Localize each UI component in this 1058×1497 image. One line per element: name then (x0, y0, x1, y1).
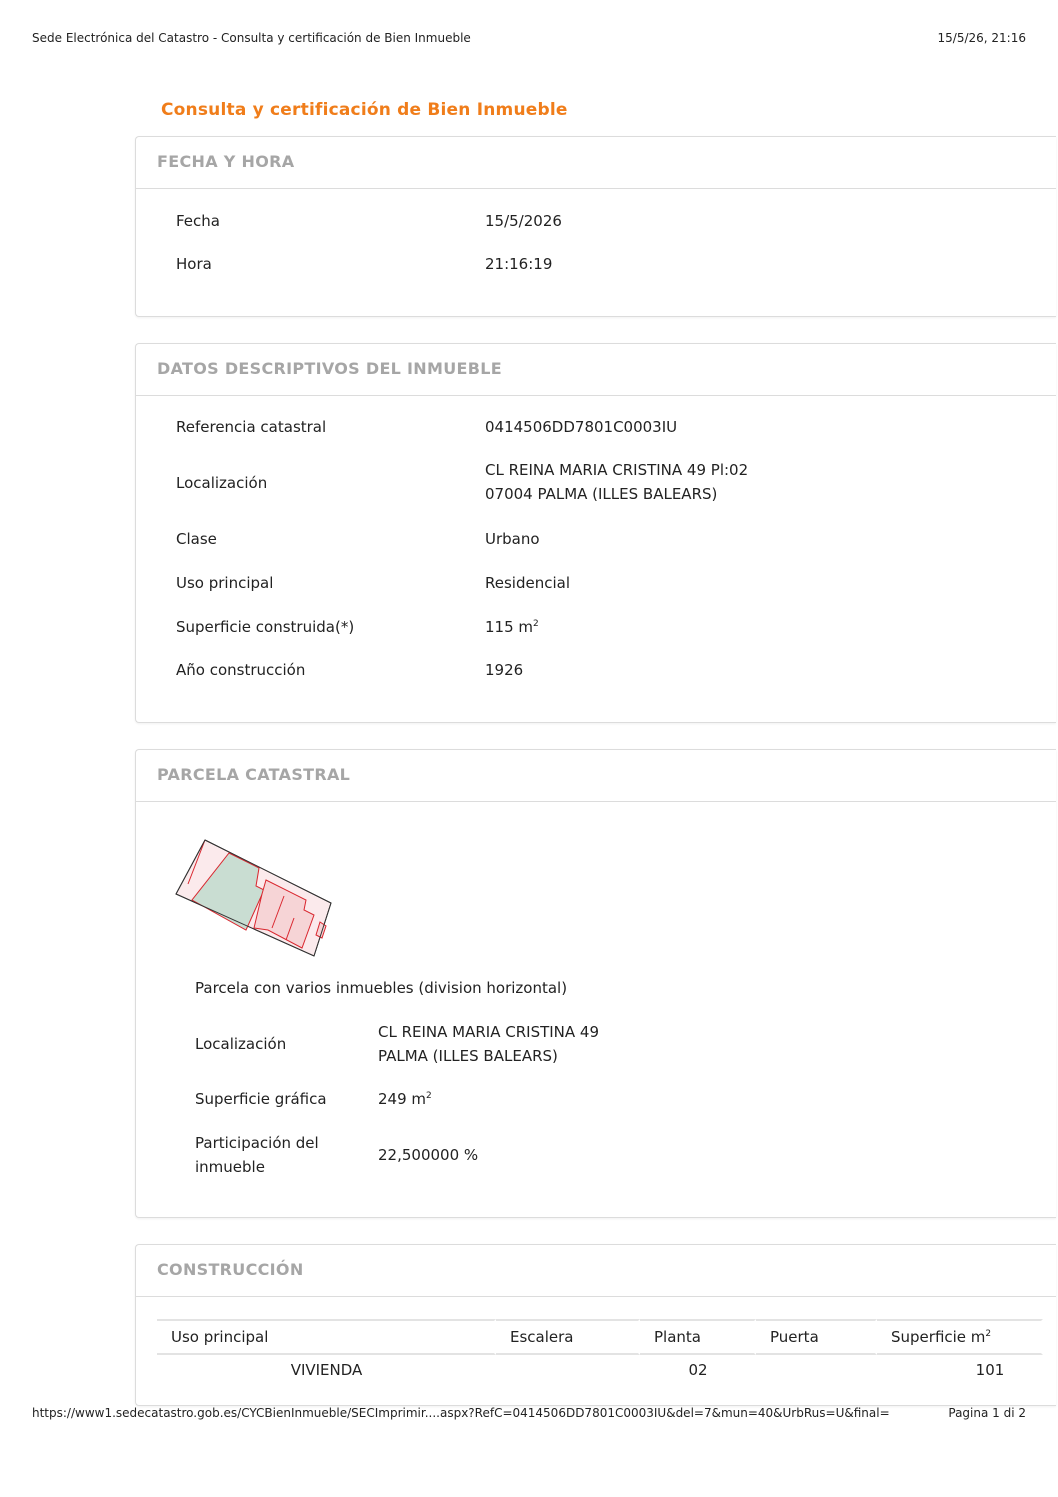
localizacion-line2: 07004 PALMA (ILLES BALEARS) (485, 485, 718, 503)
parcela-superficie-label: Superficie gráfica (195, 1090, 327, 1108)
print-header (32, 31, 1026, 49)
cell-planta: 02 (688, 1361, 708, 1379)
parcela-superficie-value (378, 1087, 432, 1111)
print-footer-page: Pagina 1 di 2 (948, 1406, 1026, 1420)
anio-label: Año construcción (176, 661, 306, 679)
uso-label: Uso principal (176, 574, 274, 592)
panel-header (136, 137, 1056, 189)
panel-heading: FECHA Y HORA (157, 152, 295, 171)
column-header-puerta (756, 1319, 877, 1355)
fecha-label: Fecha (176, 212, 220, 230)
superficie-exponent: 2 (533, 619, 539, 629)
anio-value: 1926 (485, 661, 524, 679)
panel-header (136, 750, 1056, 802)
column-header-superficie-label: Superficie m (891, 1328, 986, 1346)
participacion-label-line1: Participación del (195, 1134, 319, 1152)
parcel-plan-image (174, 838, 336, 958)
hora-label: Hora (176, 255, 212, 273)
referencia-label: Referencia catastral (176, 418, 327, 436)
column-header-escalera: Escalera (496, 1319, 640, 1355)
parcela-superficie-exponent: 2 (426, 1091, 432, 1101)
panel-heading: DATOS DESCRIPTIVOS DEL INMUEBLE (157, 359, 502, 378)
column-header-uso: Uso principal (157, 1319, 496, 1355)
localizacion-value (485, 458, 748, 506)
participacion-label-line2: inmueble (195, 1158, 265, 1176)
print-header-title: Sede Electrónica del Catastro - Consulta y certificación de Bien Inmueble (32, 31, 471, 45)
print-footer-url: https://www1.sedecatastro.gob.es/CYCBienInmueble/SECImprimir....aspx?RefC=0414506DD7801C0003IU&del=7&mun=40&UrbRus=U&final= (32, 1406, 890, 1420)
uso-value: Residencial (485, 574, 570, 592)
table-header-row (157, 1319, 1043, 1355)
panel-heading: CONSTRUCCIÓN (157, 1260, 304, 1279)
parcela-localizacion-line1: CL REINA MARIA CRISTINA 49 (378, 1023, 600, 1041)
localizacion-label: Localización (176, 474, 268, 492)
panel-header (136, 344, 1056, 396)
cell-puerta (756, 1355, 877, 1385)
cell-escalera (496, 1355, 640, 1385)
construccion-panel (135, 1244, 1056, 1406)
referencia-value: 0414506DD7801C0003IU (485, 418, 678, 436)
parcela-superficie-number: 249 m (378, 1090, 427, 1108)
page-title: Consulta y certificación de Bien Inmueble (161, 100, 568, 120)
print-header-datetime: 15/5/26, 21:16 (937, 31, 1026, 45)
parcela-localizacion-line2: PALMA (ILLES BALEARS) (378, 1047, 558, 1065)
datos-descriptivos-panel (135, 343, 1056, 723)
parcela-localizacion-value (378, 1020, 599, 1068)
parcela-catastral-panel (135, 749, 1056, 1218)
column-header-superficie-exponent: 2 (985, 1329, 992, 1339)
cell-uso: VIVIENDA (290, 1361, 363, 1379)
superficie-number: 115 m (485, 618, 534, 636)
table-row (157, 1355, 1043, 1385)
parcela-description: Parcela con varios inmuebles (division horizontal) (195, 979, 568, 997)
column-header-superficie (877, 1319, 1043, 1355)
panel-heading: PARCELA CATASTRAL (157, 765, 351, 784)
cell-superficie: 101 (975, 1361, 1005, 1379)
column-header-planta: Planta (640, 1319, 756, 1355)
parcela-localizacion-label: Localización (195, 1035, 287, 1053)
localizacion-line1: CL REINA MARIA CRISTINA 49 Pl:02 (485, 461, 749, 479)
panel-header (136, 1245, 1056, 1297)
superficie-label: Superficie construida(*) (176, 618, 355, 636)
clase-label: Clase (176, 530, 217, 548)
print-footer (32, 1406, 1026, 1424)
fecha-hora-panel (135, 136, 1056, 317)
construccion-table (157, 1319, 1043, 1385)
fecha-value: 15/5/2026 (485, 212, 562, 230)
clase-value: Urbano (485, 530, 540, 548)
participacion-label (195, 1131, 319, 1179)
hora-value: 21:16:19 (485, 255, 553, 273)
column-header-puerta-label: Puerta (770, 1328, 819, 1346)
superficie-value (485, 618, 539, 636)
participacion-value: 22,500000 % (378, 1146, 479, 1164)
